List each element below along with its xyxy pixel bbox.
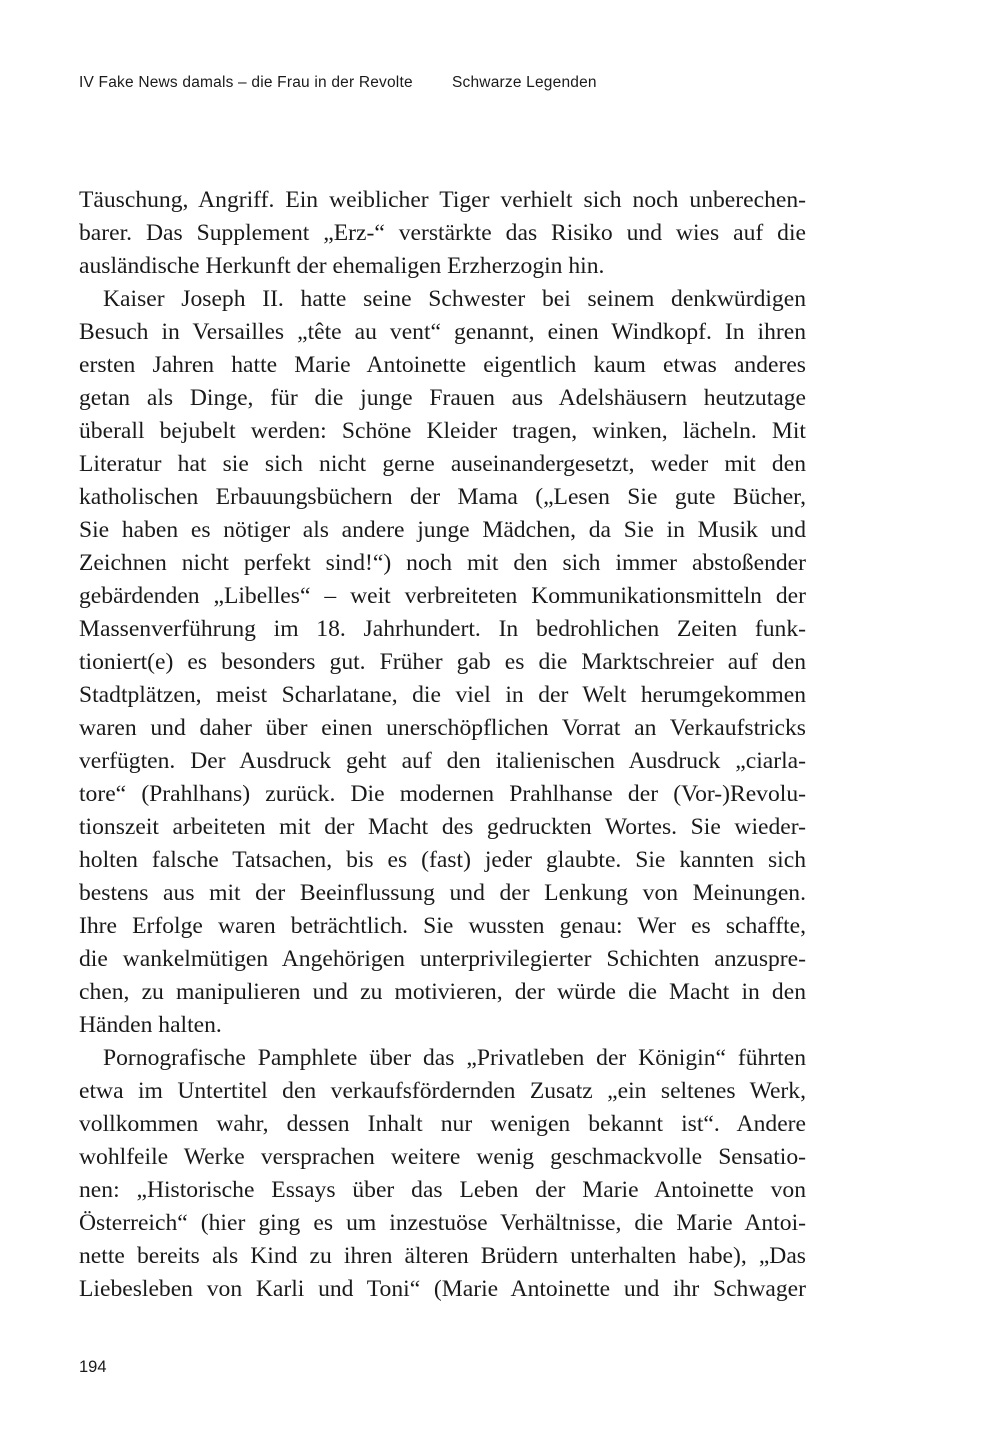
running-head [79,74,597,92]
text-line: nette bereits als Kind zu ihren älteren Brüdern unterhalten habe), „Das [79,1243,806,1269]
text-line: Pornografische Pamphlete über das „Privatleben der Königin“ führten [103,1045,806,1071]
paragraph [79,1042,806,1306]
text-line: Händen halten. [79,1012,222,1038]
text-line: ersten Jahren hatte Marie Antoinette eigentlich kaum etwas anderes [79,352,806,378]
text-line: Täuschung, Angriff. Ein weiblicher Tiger verhielt sich noch unberechen- [79,187,806,213]
paragraph [79,184,806,283]
text-line: Österreich“ (hier ging es um inzestuöse Verhältnisse, die Marie Antoi- [79,1210,806,1236]
text-line: Liebesleben von Karli und Toni“ (Marie Antoinette und ihr Schwager [79,1276,806,1302]
text-line: Sie haben es nötiger als andere junge Mädchen, da Sie in Musik und [79,517,806,543]
text-line: die wankelmütigen Angehörigen unterprivilegierter Schichten anzuspre- [79,946,806,972]
text-line: getan als Dinge, für die junge Frauen aus Adelshäusern heutzutage [79,385,806,411]
text-line: ausländische Herkunft der ehemaligen Erzherzogin hin. [79,253,605,279]
text-line: Kaiser Joseph II. hatte seine Schwester bei seinem denkwürdigen [103,286,806,312]
text-line: katholischen Erbauungsbüchern der Mama („Lesen Sie gute Bücher, [79,484,806,510]
text-line: waren und daher über einen unerschöpflichen Vorrat an Verkaufstricks [79,715,806,741]
text-line: Ihre Erfolge waren beträchtlich. Sie wussten genau: Wer es schaffte, [79,913,806,939]
text-line: vollkommen wahr, dessen Inhalt nur wenigen bekannt ist“. Andere [79,1111,806,1137]
text-line: tore“ (Prahlhans) zurück. Die modernen Prahlhanse der (Vor-)Revolu- [79,781,806,807]
text-line: barer. Das Supplement „Erz-“ verstärkte das Risiko und wies auf die [79,220,806,246]
text-line: holten falsche Tatsachen, bis es (fast) jeder glaubte. Sie kannten sich [79,847,806,873]
text-line: bestens aus mit der Beeinflussung und der Lenkung von Meinungen. [79,880,806,906]
text-line: wohlfeile Werke versprachen weitere wenig geschmackvolle Sensatio- [79,1144,806,1170]
text-line: etwa im Untertitel den verkaufsfördernden Zusatz „ein seltenes Werk, [79,1078,806,1104]
text-line: Zeichnen nicht perfekt sind!“) noch mit den sich immer abstoßender [79,550,806,576]
text-line: nen: „Historische Essays über das Leben der Marie Antoinette von [79,1177,806,1203]
text-line: tionszeit arbeiteten mit der Macht des gedruckten Wortes. Sie wieder- [79,814,806,840]
text-line: gebärdenden „Libelles“ – weit verbreiteten Kommunikationsmitteln der [79,583,806,609]
text-line: tioniert(e) es besonders gut. Früher gab es die Marktschreier auf den [79,649,806,675]
body-text [79,184,806,1306]
text-line: chen, zu manipulieren und zu motivieren, der würde die Macht in den [79,979,806,1005]
text-line: überall bejubelt werden: Schöne Kleider tragen, winken, lächeln. Mit [79,418,806,444]
text-line: verfügten. Der Ausdruck geht auf den italienischen Ausdruck „ciarla- [79,748,806,774]
page-number: 194 [79,1358,107,1376]
text-line: Stadtplätzen, meist Scharlatane, die viel in der Welt herumgekommen [79,682,806,708]
text-line: Besuch in Versailles „tête au vent“ genannt, einen Windkopf. In ihren [79,319,806,345]
text-line: Massenverführung im 18. Jahrhundert. In bedrohlichen Zeiten funk- [79,616,806,642]
text-line: Literatur hat sie sich nicht gerne auseinandergesetzt, weder mit den [79,451,806,477]
chapter-title: IV Fake News damals – die Frau in der Revolte [79,74,413,91]
paragraph [79,283,806,1042]
section-title: Schwarze Legenden [452,74,597,91]
